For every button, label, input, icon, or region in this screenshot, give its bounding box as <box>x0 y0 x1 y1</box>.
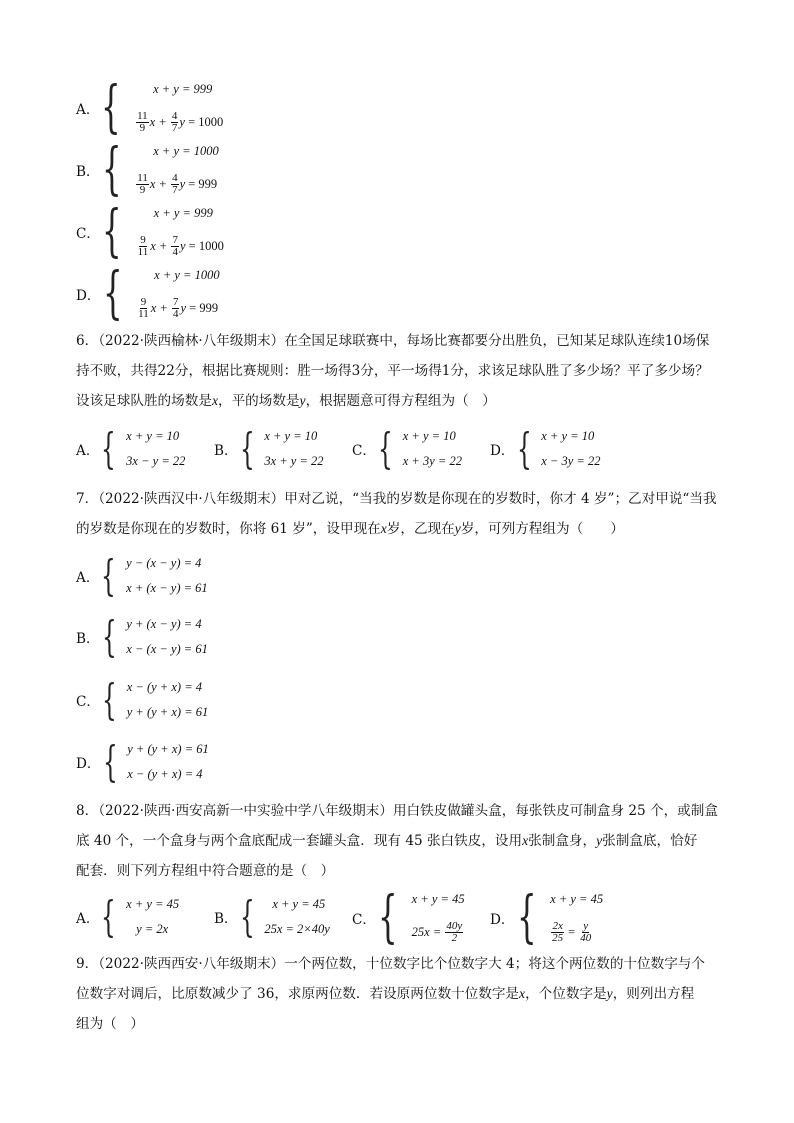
equation: y + (y + x) = 61 <box>127 742 209 756</box>
option-label: B． <box>76 164 100 180</box>
option-label: C． <box>352 443 376 459</box>
q5-option-a[interactable] <box>76 75 224 140</box>
equation: y − (x − y) = 4 <box>126 556 202 570</box>
q6-stem-line-3: 设该足球队胜的场数是x，平的场数是y，根据题意可得方程组为（ ） <box>76 393 496 409</box>
q8-option-c[interactable] <box>352 885 465 950</box>
equation: x + y = 45 <box>126 897 180 911</box>
brace-icon: { <box>101 424 117 473</box>
equation: $\frac{11}{9}$ x + $\frac{4}{7}$ y = 999 <box>137 172 218 196</box>
q6-option-b[interactable] <box>214 424 324 473</box>
equation: x + y = 45 <box>411 892 465 906</box>
q7-option-c[interactable] <box>76 675 209 724</box>
option-label: A． <box>76 570 100 586</box>
equation: x + y = 1000 <box>153 144 219 158</box>
equation: x + 3y = 22 <box>402 454 462 468</box>
equation: 3x + y = 22 <box>264 454 324 468</box>
equation: x + y = 999 <box>153 206 213 220</box>
equation: x + y = 45 <box>272 897 326 911</box>
brace-icon: { <box>102 199 122 264</box>
equation: x + (x − y) = 61 <box>126 581 208 595</box>
q7-stem-line-2: 的岁数是你现在的岁数时，你将 61 岁”，设甲现在x岁，乙现在y岁，可列方程组为（ ） <box>76 521 624 537</box>
equation: x + y = 10 <box>264 429 318 443</box>
equation: x − (y + x) = 4 <box>126 680 203 694</box>
q8-option-b[interactable] <box>214 892 330 941</box>
equation: $\frac{9}{11}$ x + $\frac{7}{4}$ y = 1000 <box>137 234 224 258</box>
option-label: C． <box>76 694 100 710</box>
q6-option-a[interactable] <box>76 424 186 473</box>
option-label: B． <box>76 631 100 647</box>
equation: x + y = 10 <box>402 429 456 443</box>
q8-stem-line-2: 底 40 个，一个盒身与两个盒底配成一套罐头盒．现有 45 张白铁皮，设用x张制盒身，y张制盒底，恰好 <box>76 833 698 849</box>
q9-stem-line-2: 位数字对调后，比原数减少了 36，求原两位数．若设原两位数十位数字是x，个位数字是y，则列出方程 <box>76 986 695 1002</box>
brace-icon: { <box>516 885 537 950</box>
option-label: A． <box>76 911 100 927</box>
brace-icon: { <box>101 551 117 600</box>
q7-option-b[interactable] <box>76 612 208 661</box>
brace-icon: { <box>102 737 118 786</box>
option-label: C． <box>352 912 376 928</box>
brace-icon: { <box>102 261 123 326</box>
equation: x + y = 999 <box>153 82 213 96</box>
q7-option-a[interactable] <box>76 551 208 600</box>
equation: x + y = 10 <box>126 429 180 443</box>
brace-icon: { <box>516 424 532 473</box>
q6-stem-line-1: 6．（2022·陕西榆林·八年级期末）在全国足球联赛中，每场比赛都要分出胜负，已知某足球队连续10场保 <box>76 333 710 349</box>
brace-icon: { <box>101 892 117 941</box>
equation: x − 3y = 22 <box>541 454 601 468</box>
q6-option-d[interactable] <box>490 424 601 473</box>
brace-icon: { <box>101 137 122 202</box>
brace-icon: { <box>101 75 122 140</box>
equation: x + y = 1000 <box>154 268 220 282</box>
option-label: B． <box>214 443 238 459</box>
brace-icon: { <box>102 675 117 724</box>
option-label: A． <box>76 102 100 118</box>
equation: y + (y + x) = 61 <box>126 705 209 719</box>
option-label: C． <box>76 226 100 242</box>
equation: x − (y + x) = 4 <box>127 767 203 781</box>
equation: x + y = 10 <box>541 429 595 443</box>
option-label: D． <box>76 288 101 304</box>
brace-icon: { <box>239 892 255 941</box>
equation: 3x − y = 22 <box>126 454 186 468</box>
q5-option-d[interactable] <box>76 261 220 326</box>
brace-icon: { <box>239 424 255 473</box>
q7-stem-line-1: 7．（2022·陕西汉中·八年级期末）甲对乙说，“当我的岁数是你现在的岁数时，你才 4 岁”；乙对甲说“当我 <box>76 491 717 507</box>
q6-option-c[interactable] <box>352 424 462 473</box>
q7-option-d[interactable] <box>76 737 209 786</box>
q8-option-d[interactable] <box>490 885 604 950</box>
q8-stem-line-3: 配套．则下列方程组中符合题意的是（ ） <box>76 863 335 879</box>
equation: x + y = 45 <box>550 892 604 906</box>
equation: 25x = 2×40y <box>264 922 330 936</box>
option-label: D． <box>490 912 515 928</box>
brace-icon: { <box>378 885 398 950</box>
q9-stem-line-3: 组为（ ） <box>76 1016 144 1032</box>
equation: y = 2x <box>136 922 169 936</box>
equation: $\frac{11}{9}$ x + $\frac{4}{7}$ y = 1000 <box>137 110 224 134</box>
brace-icon: { <box>101 612 117 661</box>
equation: $\frac{2x}{25}$ = $\frac{y}{40}$ <box>552 920 592 944</box>
q9-stem-line-1: 9．（2022·陕西西安·八年级期末）一个两位数，十位数字比个位数字大 4；将这个两位数的十位数字与个 <box>76 956 705 972</box>
option-label: A． <box>76 443 100 459</box>
option-label: B． <box>214 911 238 927</box>
q8-stem-line-1: 8．（2022·陕西·西安高新一中实验中学八年级期末）用白铁皮做罐头盒，每张铁皮可制盒身 25 个，或制盒 <box>76 803 718 819</box>
q6-stem-line-2: 持不败，共得22分，根据比赛规则：胜一场得3分，平一场得1分，求该足球队胜了多少场？平了多少场？ <box>76 363 709 379</box>
option-label: D． <box>490 443 515 459</box>
equation: y + (x − y) = 4 <box>126 617 202 631</box>
q5-option-c[interactable] <box>76 199 224 264</box>
equation: x − (x − y) = 61 <box>126 642 208 656</box>
q8-option-a[interactable] <box>76 892 180 941</box>
equation: 25x = $\frac{40y}{2}$ <box>411 920 463 944</box>
brace-icon: { <box>378 424 393 473</box>
q5-option-b[interactable] <box>76 137 219 202</box>
option-label: D． <box>76 756 101 772</box>
equation: $\frac{9}{11}$ x + $\frac{7}{4}$ y = 999 <box>138 296 219 320</box>
